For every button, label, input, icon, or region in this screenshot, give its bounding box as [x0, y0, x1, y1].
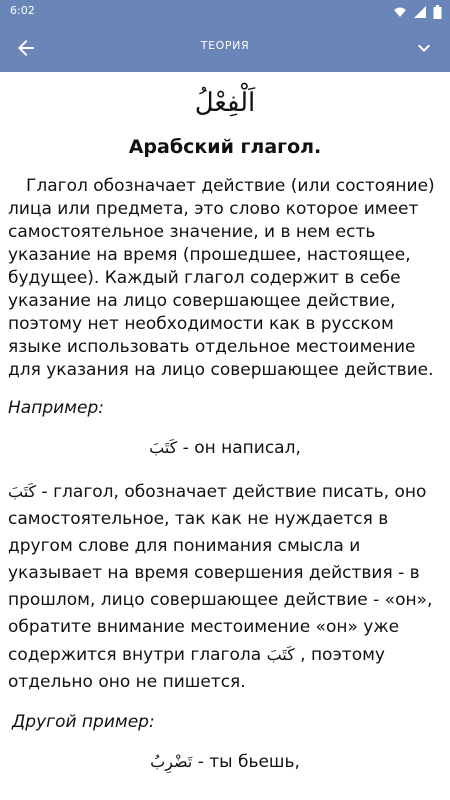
another-example-line	[8, 752, 442, 772]
cellular-signal-icon	[413, 5, 427, 19]
page-title: ТЕОРИЯ	[200, 39, 250, 52]
status-bar	[0, 0, 450, 24]
example-arabic-word: كَتَبَ	[149, 438, 178, 457]
explanation-text-2: , поэтому отдельно оно не пишется.	[8, 645, 385, 692]
another-example-arabic-word: تَضْرِبُ	[150, 752, 193, 771]
example-translation: - он написал,	[177, 438, 301, 458]
wifi-icon	[393, 5, 407, 19]
section-heading: Арабский глагол.	[128, 136, 322, 158]
chevron-down-icon	[412, 36, 436, 60]
explanation-arabic-word-2: كَتَبَ	[266, 645, 295, 664]
app-bar	[0, 24, 450, 72]
expand-menu-button[interactable]	[412, 36, 436, 60]
intro-paragraph: Глагол обозначает действие (или состояние) лица или предмета, это слово которое имеет самостоятельное значение, и в нем есть указание на время (прошедшее, настоящее, будущее). Каждый глагол содержит в себе указание на лицо совершающее действие, поэтому нет необходимости как в русском языке использовать отдельное местоимение для указания на лицо совершающее действие.	[8, 176, 435, 380]
example-line	[8, 438, 442, 458]
example-label: Например:	[8, 398, 104, 418]
status-time: 6:02	[10, 4, 35, 17]
another-example-translation: - ты бьешь,	[192, 752, 300, 772]
explanation-paragraph	[8, 478, 442, 696]
theory-content[interactable]	[0, 72, 450, 800]
status-icons	[393, 5, 442, 19]
explanation-arabic-word: كَتَبَ	[8, 482, 37, 501]
battery-icon	[433, 5, 442, 19]
explanation-text-1: - глагол, обозначает действие писать, оно самостоятельное, так как не нуждается в другом слове для понимания смысла и указывает на время совершения действия - в прошлом, лицо совершающее действие - «он», обратите внимание местоимение «он» уже содержится внутри глагола	[8, 482, 433, 665]
arabic-title: اَلْفِعْلُ	[194, 88, 256, 118]
another-example-label: Другой пример:	[12, 712, 155, 732]
